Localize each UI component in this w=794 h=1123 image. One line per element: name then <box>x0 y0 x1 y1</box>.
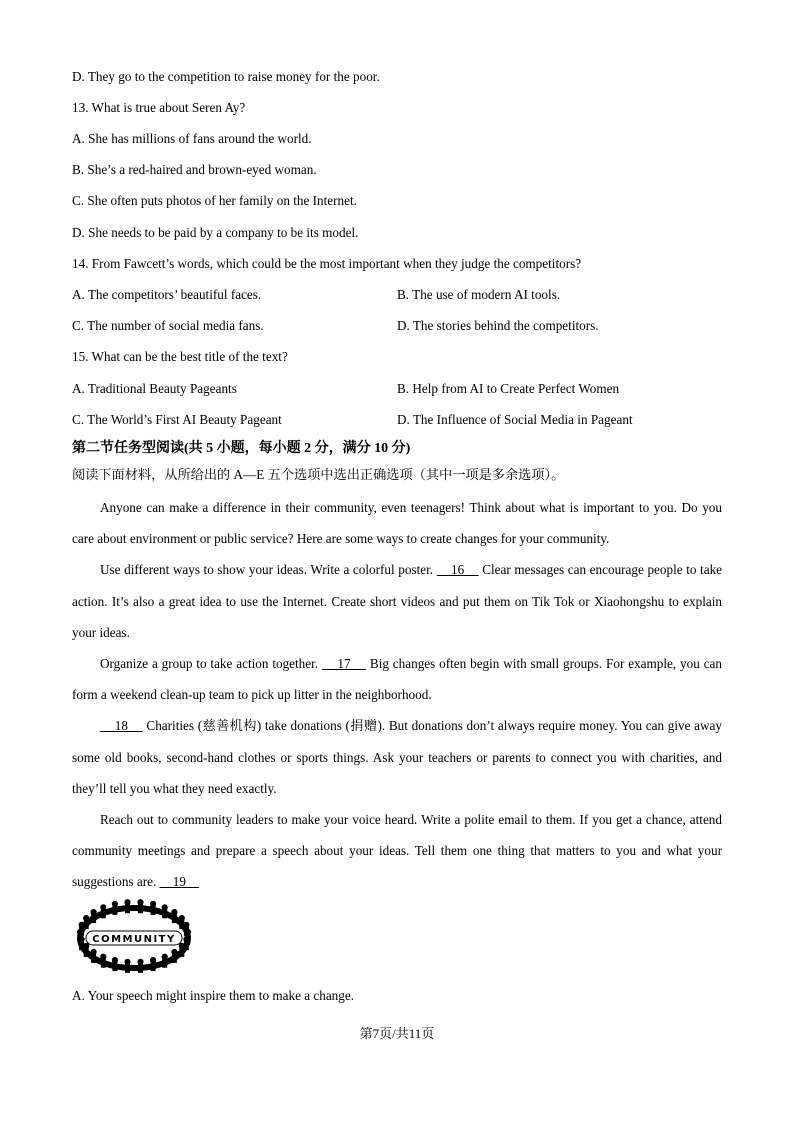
q14-option-d: D. The stories behind the competitors. <box>397 318 599 333</box>
paragraph-4-end: Charities (慈善机构) take donations (捐赠). But donations don’t always require money. You can give away some old books, second-hand clothes or sports things. Ask your teachers or parents to connect you with charities, and they’ll tell you what they need exactly. <box>72 718 723 796</box>
blank-17: 17 <box>321 656 367 672</box>
person-head <box>138 959 143 964</box>
q12-option-d: D. They go to the competition to raise money for the poor. <box>72 69 380 84</box>
person-body <box>84 921 88 929</box>
person-body <box>80 927 84 935</box>
person-head <box>91 949 96 954</box>
blank-18: 18 <box>100 718 143 734</box>
person-body <box>92 915 96 923</box>
blank-19: 19 <box>159 874 200 890</box>
person-head <box>84 916 89 921</box>
person-body <box>180 921 184 929</box>
person-head <box>79 922 84 927</box>
paragraph-3-start: Organize a group to take action together. <box>100 656 322 672</box>
page-footer: 第7页/共11页 <box>359 1026 435 1041</box>
community-text: COMMUNITY <box>92 934 176 945</box>
person-body <box>126 964 130 972</box>
person-body <box>151 906 155 914</box>
person-head <box>179 916 184 921</box>
q14-option-c: C. The number of social media fans. <box>72 318 264 333</box>
person-body <box>184 942 188 950</box>
q13-option-a: A. She has millions of fans around the world. <box>72 131 312 146</box>
paragraph-3-end: Big changes often begin with small groups. For example, you can form a weekend clean-up team to pick up litter in the neighborhood. <box>72 656 722 703</box>
blank-16: 16 <box>436 562 479 578</box>
q13-stem: 13. What is true about Seren Ay? <box>72 100 246 115</box>
person-body <box>184 927 188 935</box>
paragraph-5-start: Reach out to community leaders to make your voice heard. Write a polite email to them. If you get a chance, attend community meetings and prepare a speech about your ideas. Tell them one thing that matters to you and what your suggestions are. <box>72 812 722 890</box>
q14-option-b: B. The use of modern AI tools. <box>397 287 561 302</box>
q14-stem: 14. From Fawcett’s words, which could be the most important when they judge the competitors? <box>72 256 582 271</box>
person-head <box>172 910 177 915</box>
person-body <box>113 906 117 914</box>
passage-paragraph-5 <box>72 804 722 898</box>
person-head <box>101 954 106 959</box>
person-head <box>112 958 117 963</box>
section-heading: 第二节任务型阅读(共 5 小题，每小题 2 分，满分 10 分) <box>72 441 411 456</box>
paragraph-2-start: Use different ways to show your ideas. Write a colorful poster. <box>100 562 437 578</box>
person-body <box>172 954 176 962</box>
q15-option-d: D. The Influence of Social Media in Pageant <box>397 412 633 427</box>
person-body <box>172 915 176 923</box>
person-body <box>101 959 105 967</box>
q15-option-c: C. The World’s First AI Beauty Pageant <box>72 412 282 427</box>
person-body <box>84 948 88 956</box>
option-a: A. Your speech might inspire them to make a change. <box>72 988 355 1003</box>
community-illustration <box>72 898 197 978</box>
person-head <box>138 900 143 905</box>
person-head <box>172 949 177 954</box>
person-body <box>92 954 96 962</box>
q15-option-a: A. Traditional Beauty Pageants <box>72 381 237 396</box>
passage-paragraph-2 <box>72 554 722 648</box>
person-head <box>101 905 106 910</box>
passage-paragraph-1: Anyone can make a difference in their community, even teenagers! Think about what is important to you. Do you care about environment or public service? Here are some ways to create changes for your community. <box>72 500 722 547</box>
q15-option-b: B. Help from AI to Create Perfect Women <box>397 381 620 396</box>
q15-stem: 15. What can be the best title of the text? <box>72 349 288 364</box>
person-head <box>151 958 156 963</box>
person-head <box>162 905 167 910</box>
person-body <box>163 910 167 918</box>
person-head <box>125 900 130 905</box>
person-head <box>112 901 117 906</box>
person-body <box>139 964 143 972</box>
passage-paragraph-3 <box>72 648 722 710</box>
person-body <box>101 910 105 918</box>
person-head <box>184 922 189 927</box>
person-head <box>125 959 130 964</box>
q13-option-b: B. She’s a red-haired and brown-eyed woman. <box>72 162 317 177</box>
person-head <box>162 954 167 959</box>
person-body <box>151 963 155 971</box>
person-body <box>113 963 117 971</box>
paragraph-2-end: Clear messages can encourage people to take action. It’s also a great idea to use the Internet. Create short videos and put them on Tik Tok or Xiaohongshu to explain your ideas. <box>72 562 723 640</box>
person-body <box>180 948 184 956</box>
passage-paragraph-4 <box>72 710 722 804</box>
person-body <box>139 905 143 913</box>
section-instruction: 阅读下面材料，从所给出的 A—E 五个选项中选出正确选项（其中一项是多余选项）。 <box>72 467 565 482</box>
person-head <box>84 943 89 948</box>
person-head <box>184 937 189 942</box>
person-head <box>151 901 156 906</box>
q13-option-d: D. She needs to be paid by a company to be its model. <box>72 225 359 240</box>
q13-option-c: C. She often puts photos of her family on the Internet. <box>72 193 357 208</box>
q14-option-a: A. The competitors’ beautiful faces. <box>72 287 262 302</box>
person-head <box>91 910 96 915</box>
person-body <box>126 905 130 913</box>
passage <box>72 492 722 898</box>
person-head <box>179 943 184 948</box>
person-body <box>163 959 167 967</box>
